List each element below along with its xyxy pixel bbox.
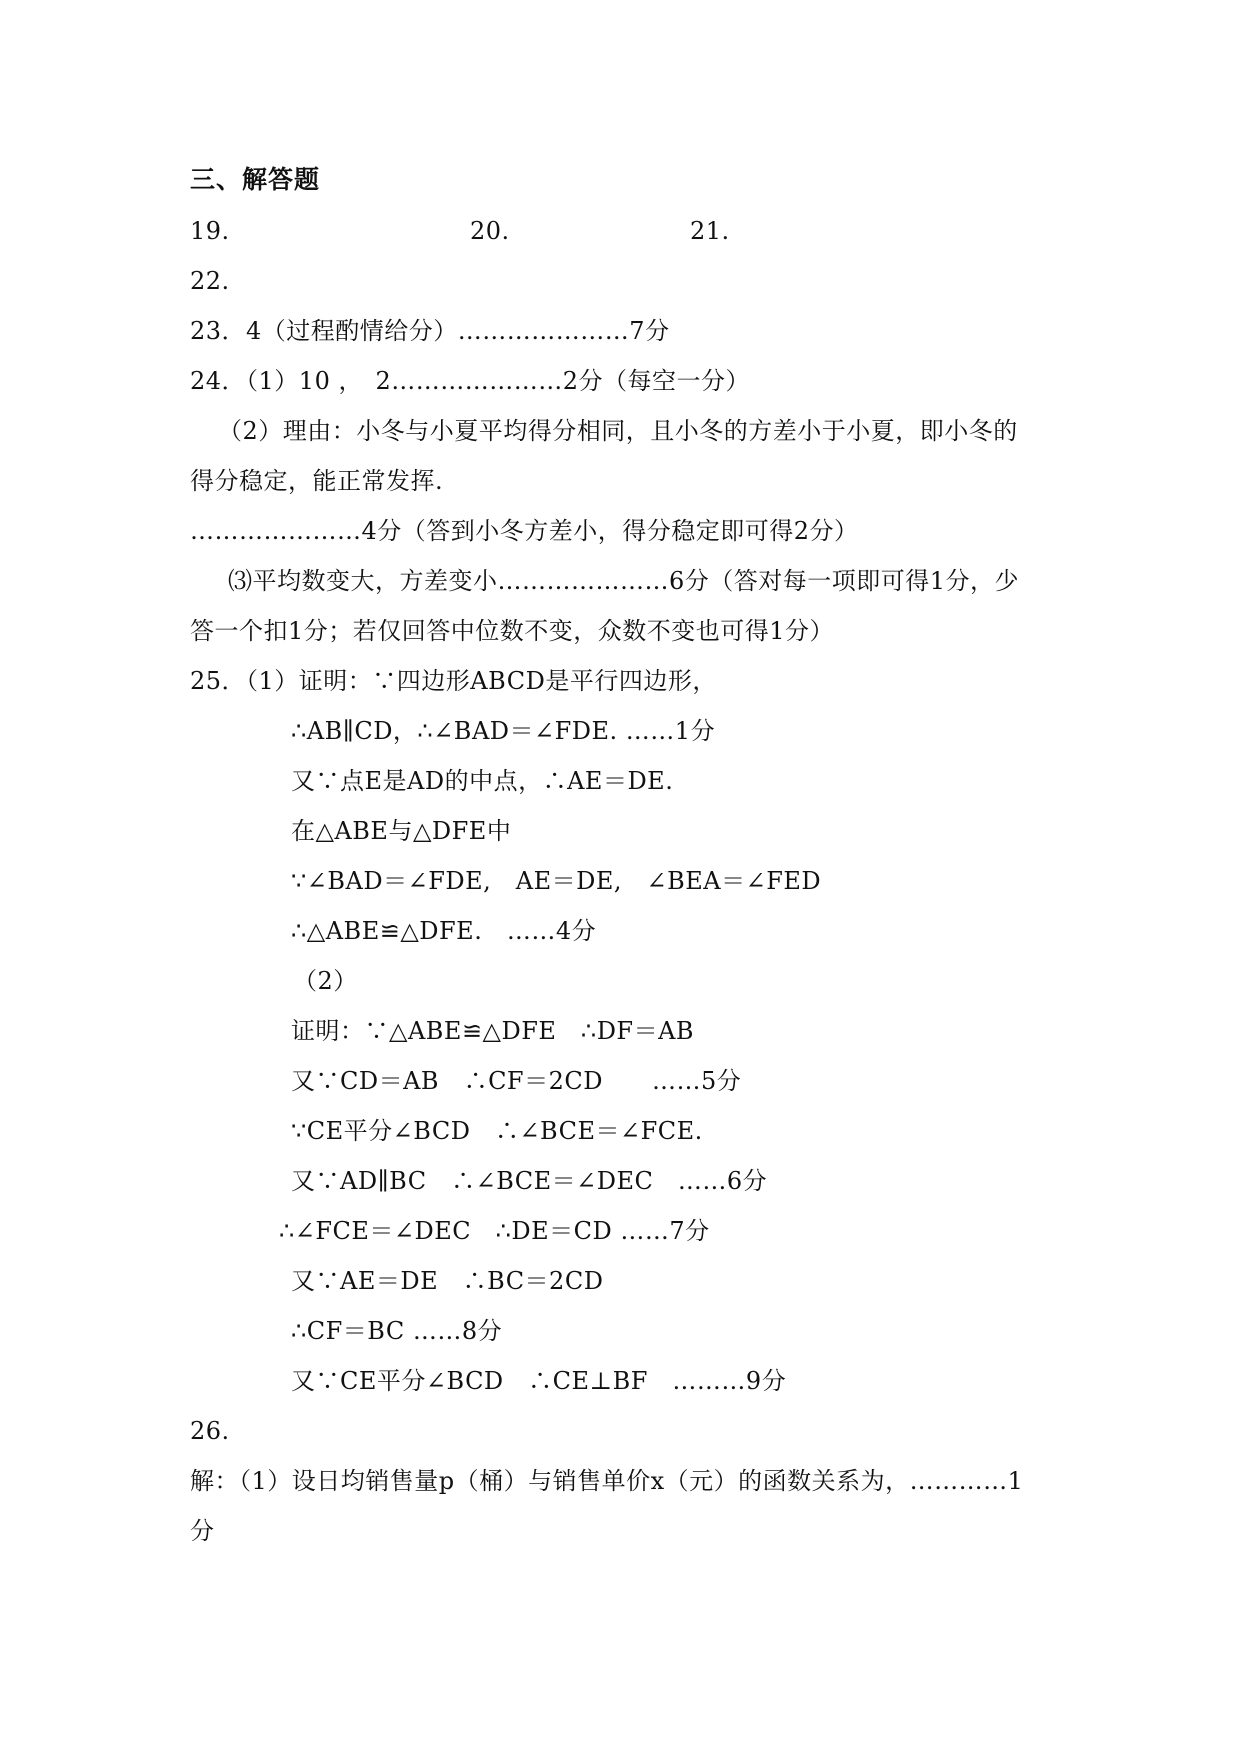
question-25-line-6: ∴△ABE≌△DFE. ……4分: [291, 917, 597, 945]
question-25-line-13: 又∵AE＝DE ∴BC＝2CD: [291, 1267, 604, 1295]
question-25-line-12: ∴∠FCE＝∠DEC ∴DE＝CD ……7分: [279, 1217, 710, 1245]
question-24-line-5: ⑶平均数变大，方差变小…………………6分（答对每一项即可得1分，少: [228, 567, 1020, 595]
question-25-line-14: ∴CF＝BC ……8分: [291, 1317, 503, 1345]
question-25-line-15: 又∵CE平分∠BCD ∴CE⊥BF ………9分: [291, 1367, 787, 1395]
question-25-line-2: ∴AB∥CD，∴∠BAD＝∠FDE. ……1分: [291, 717, 716, 745]
question-25-line-7: （2）: [293, 967, 358, 995]
question-25-line-11: 又∵AD∥BC ∴∠BCE＝∠DEC ……6分: [291, 1167, 768, 1195]
question-24-line-4: …………………4分（答到小冬方差小，得分稳定即可得2分）: [190, 517, 859, 545]
question-25-line-1: 25．（1）证明：∵四边形ABCD是平行四边形，: [190, 667, 717, 695]
question-25-line-9: 又∵CD＝AB ∴CF＝2CD ……5分: [291, 1067, 742, 1095]
question-21-number: 21.: [690, 217, 730, 245]
question-25-line-3: 又∵点E是AD的中点，∴AE＝DE.: [291, 767, 674, 795]
question-19-number: 19.: [190, 217, 230, 245]
question-26-line-1: 解：（1）设日均销售量p（桶）与销售单价x（元）的函数关系为，…………1: [190, 1467, 1024, 1495]
section-heading: 三、解答题: [190, 165, 321, 194]
question-26-number: 26.: [190, 1417, 230, 1445]
question-24-line-6: 答一个扣1分；若仅回答中位数不变，众数不变也可得1分）: [190, 617, 835, 645]
question-22-number: 22.: [190, 267, 230, 295]
question-24-line-2: （2）理由：小冬与小夏平均得分相同，且小冬的方差小于小夏，即小冬的: [218, 417, 1018, 445]
question-24-line-1: 24．（1）10 ， 2…………………2分（每空一分）: [190, 367, 751, 395]
question-25-line-8: 证明：∵△ABE≌△DFE ∴DF＝AB: [291, 1017, 695, 1045]
question-26-line-2: 分: [190, 1517, 215, 1545]
question-23-answer: 23．4（过程酌情给分）…………………7分: [190, 317, 670, 345]
question-25-line-5: ∵∠BAD＝∠FDE, AE＝DE, ∠BEA＝∠FED: [291, 867, 822, 895]
question-25-line-10: ∵CE平分∠BCD ∴∠BCE＝∠FCE.: [291, 1117, 703, 1145]
question-24-line-3: 得分稳定，能正常发挥.: [190, 467, 444, 495]
question-20-number: 20.: [470, 217, 510, 245]
question-25-line-4: 在△ABE与△DFE中: [291, 817, 512, 845]
